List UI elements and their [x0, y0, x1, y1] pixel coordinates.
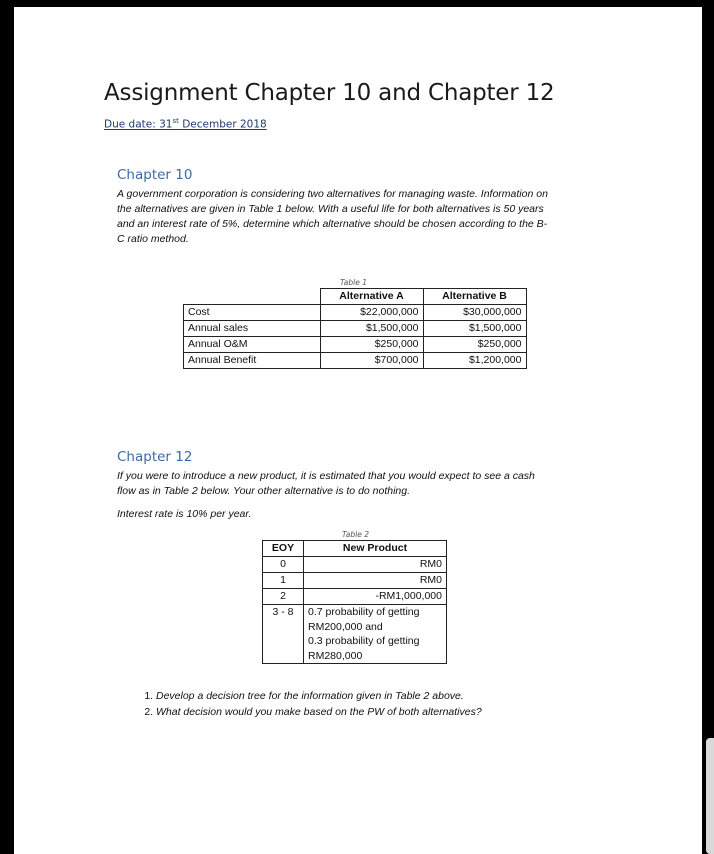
row-label: Annual O&M	[184, 337, 321, 353]
question-list	[138, 688, 608, 720]
alternative-a-value: $1,500,000	[320, 321, 423, 337]
question-item: 1. Develop a decision tree for the information given in Table 2 above.	[156, 688, 608, 704]
table-header-cell: New Product	[304, 541, 447, 557]
alternative-b-value: $1,200,000	[423, 353, 526, 369]
table-row	[263, 605, 447, 664]
cash-flow-line: 0.3 probability of getting	[308, 635, 420, 647]
table-1	[183, 288, 527, 369]
paragraph-line: flow as in Table 2 below. Your other alternative is to do nothing.	[117, 485, 411, 497]
chapter-12-paragraph	[117, 469, 607, 499]
table-header-cell: EOY	[263, 541, 304, 557]
paragraph-line: A government corporation is considering two alternatives for managing waste. Information on	[117, 188, 548, 200]
alternative-a-value: $250,000	[320, 337, 423, 353]
table-header-cell: Alternative B	[423, 289, 526, 305]
alternative-b-value: $250,000	[423, 337, 526, 353]
scrollbar-handle[interactable]	[706, 738, 714, 854]
row-label: Annual Benefit	[184, 353, 321, 369]
table-header-row	[263, 541, 447, 557]
question-item: 2. What decision would you make based on the PW of both alternatives?	[156, 704, 608, 720]
due-date	[104, 117, 267, 131]
paragraph-line: If you were to introduce a new product, it is estimated that you would expect to see a cash	[117, 470, 535, 482]
table-row	[263, 589, 447, 605]
table-row	[184, 353, 527, 369]
eoy-cell: 1	[263, 573, 304, 589]
paragraph-line: and an interest rate of 5%, determine which alternative should be chosen according to the B-	[117, 218, 548, 230]
table-row	[263, 557, 447, 573]
table-row	[263, 573, 447, 589]
chapter-10-paragraph	[117, 187, 607, 247]
due-date-suffix: December 2018	[178, 118, 267, 131]
row-label: Cost	[184, 305, 321, 321]
table-header-cell: Alternative A	[320, 289, 423, 305]
cash-flow-line: 0.7 probability of getting	[308, 606, 420, 618]
table-row	[184, 321, 527, 337]
eoy-cell: 0	[263, 557, 304, 573]
document-title: Assignment Chapter 10 and Chapter 12	[104, 80, 555, 106]
document-page	[14, 7, 702, 854]
chapter-12-heading: Chapter 12	[117, 449, 193, 465]
cash-flow-cell: -RM1,000,000	[304, 589, 447, 605]
paragraph-line: C ratio method.	[117, 233, 189, 245]
alternative-b-value: $1,500,000	[423, 321, 526, 337]
alternative-a-value: $22,000,000	[320, 305, 423, 321]
cash-flow-cell: RM0	[304, 557, 447, 573]
table-corner-cell	[184, 289, 321, 305]
cash-flow-cell: RM0	[304, 573, 447, 589]
cash-flow-line: RM200,000 and	[308, 620, 383, 633]
table-1-caption: Table 1	[340, 278, 368, 287]
row-label: Annual sales	[184, 321, 321, 337]
alternative-a-value: $700,000	[320, 353, 423, 369]
due-date-ordinal: st	[172, 117, 179, 125]
table-header-row	[184, 289, 527, 305]
table-2	[262, 540, 447, 664]
table-2-caption: Table 2	[342, 530, 370, 539]
cash-flow-line: RM280,000	[308, 649, 363, 662]
eoy-cell: 3 - 8	[263, 605, 304, 664]
interest-rate-line: Interest rate is 10% per year.	[117, 508, 252, 520]
cash-flow-cell	[304, 605, 447, 664]
due-date-prefix: Due date: 31	[104, 118, 173, 131]
eoy-cell: 2	[263, 589, 304, 605]
alternative-b-value: $30,000,000	[423, 305, 526, 321]
table-row	[184, 337, 527, 353]
chapter-10-heading: Chapter 10	[117, 167, 193, 183]
table-row	[184, 305, 527, 321]
paragraph-line: the alternatives are given in Table 1 below. With a useful life for both alternatives is 50 years	[117, 203, 544, 215]
